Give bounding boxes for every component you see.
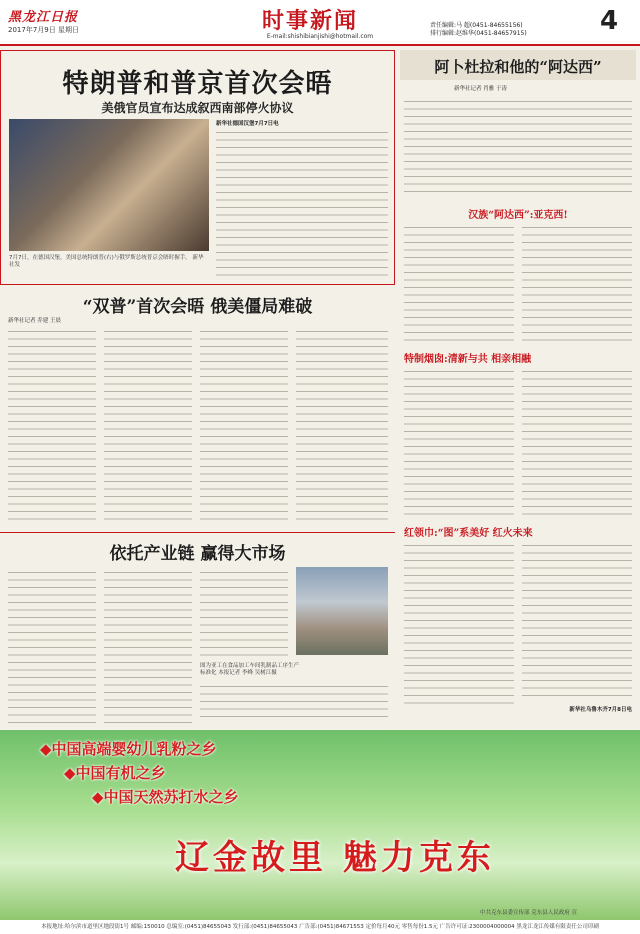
main-dateline: 新华社德国汉堡7月7日电 [216, 121, 279, 127]
ad-slogan: 辽金故里 魅力克东 [175, 838, 495, 878]
ad-organization: 中共克东县委宣传部 克东县人民政府 宣 [480, 910, 577, 916]
right-byline: 新华社记者 肖雅 于涛 [454, 86, 507, 92]
editor-line: 排行编辑:赵维华(0451-84657915) [430, 30, 527, 37]
right-text-4a [404, 540, 514, 710]
right-text-3a [404, 366, 514, 516]
section-email: E-mail:shishibianjishi@hotmail.com [266, 33, 374, 40]
photo-credit: 新华社发 [9, 255, 204, 268]
industry-col-1 [8, 567, 96, 723]
header-rule [0, 44, 640, 46]
main-story-box [0, 50, 395, 285]
industry-story [0, 532, 395, 729]
page-footer: 本报地址:哈尔滨市道里区地段街1号 邮编:150010 总编室:(0451)84655043 发行部:(0451)84655043 广告部:(0451)84671553 定价每月40元 零售每份1.5元 广告许可证:2300004000004 黑龙江龙江传媒有限责任公司印刷 [0, 920, 640, 934]
right-subhead-2: 特制烟囱:清新与共 相亲相融 [404, 354, 532, 365]
factory-photo [296, 567, 388, 655]
section-title: 时事新闻 [261, 8, 358, 34]
right-subhead-1: 汉族“阿达西”:亚克西! [468, 210, 568, 221]
newspaper-logo: 黑龙江日报 [8, 10, 79, 25]
summit-photo [9, 119, 209, 251]
right-text-3b [522, 366, 632, 516]
editor-line: 责任编辑:马 超(0451-84655156) [430, 22, 523, 29]
g20-col-1 [8, 326, 96, 521]
advertisement [0, 730, 640, 920]
right-headline-band [400, 50, 636, 80]
ad-line-3: ◆中国天然苏打水之乡 [92, 788, 239, 806]
g20-col-4 [296, 326, 388, 521]
ad-line-3-text: 中国天然苏打水之乡 [103, 788, 239, 806]
industry-col-3 [200, 567, 288, 657]
g20-story [0, 288, 395, 528]
right-text-2b [522, 222, 632, 342]
g20-col-2 [104, 326, 192, 521]
main-article-text [216, 127, 388, 277]
editor-info [430, 22, 590, 38]
right-text-4b [522, 540, 632, 700]
issue-date: 2017年7月9日 星期日 [8, 26, 79, 34]
industry-credit: 标准化 本报记者 李峰 吴树江摄 [200, 670, 277, 676]
industry-caption [200, 663, 388, 677]
industry-col-2 [104, 567, 192, 723]
photo-caption [9, 255, 209, 269]
right-text-1 [404, 96, 632, 196]
right-credit: 新华社乌鲁木齐7月8日电 [569, 707, 632, 713]
ad-line-2: ◆中国有机之乡 [64, 764, 166, 782]
industry-photo-caption: 图为亚工在食品加工车间乳制品工序生产 [200, 663, 300, 669]
photo-caption-text: 7月7日，在德国汉堡，美国总统特朗普(右)与俄罗斯总统普京会晤时握手。 [9, 255, 191, 261]
page-header [0, 0, 640, 44]
main-headline: 特朗普和普京首次会晤 [62, 69, 333, 99]
g20-byline: 新华社记者 乔建 王晨 [8, 318, 61, 324]
g20-col-3 [200, 326, 288, 521]
ad-line-1-text: 中国高端婴幼儿乳粉之乡 [51, 740, 217, 758]
right-headline: 阿卜杜拉和他的“阿达西” [434, 58, 602, 76]
industry-headline: 依托产业链 赢得大市场 [109, 544, 286, 564]
main-subheadline: 美俄官员宣布达成叙西南部停火协议 [101, 101, 294, 115]
right-subhead-3: 红领巾:“图”系美好 红火未来 [404, 528, 533, 539]
right-text-2a [404, 222, 514, 342]
page-number: 4 [600, 6, 619, 36]
industry-col-3b [200, 681, 388, 723]
g20-headline: “双普”首次会晤 俄美僵局难破 [82, 297, 313, 317]
ad-line-2-text: 中国有机之乡 [75, 764, 166, 782]
ad-line-1: ◆中国高端婴幼儿乳粉之乡 [40, 740, 217, 758]
right-column [400, 50, 636, 728]
